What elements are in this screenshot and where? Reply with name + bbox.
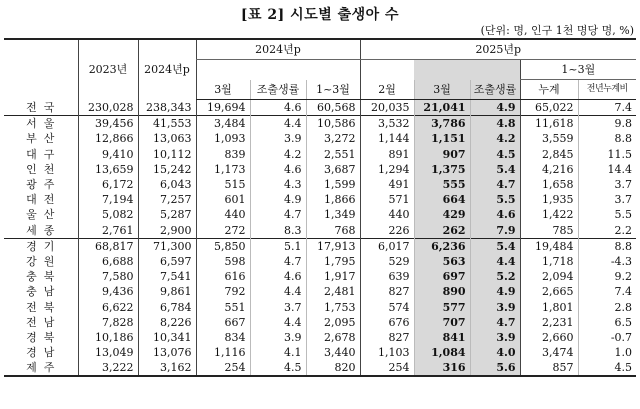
table-title: [표 2] 시도별 출생아 수	[240, 7, 400, 23]
group-header-2024: 2024년p	[196, 39, 360, 60]
value-cell-y2023: 13,049	[78, 345, 138, 360]
value-cell-q24: 3,272	[306, 131, 360, 146]
value-cell-y2024: 5,287	[138, 207, 196, 222]
value-cell-yoy: 14.4	[578, 162, 636, 177]
table-row	[4, 254, 636, 269]
value-cell-cbr24: 4.2	[250, 147, 306, 162]
value-cell-yoy: 9.8	[578, 116, 636, 132]
table-row	[4, 177, 636, 192]
value-cell-y2024: 6,043	[138, 177, 196, 192]
value-cell-cum25: 1,718	[520, 254, 578, 269]
value-cell-m2_25: 827	[360, 330, 414, 345]
value-cell-cbr24: 5.1	[250, 238, 306, 254]
value-cell-y2024: 7,541	[138, 269, 196, 284]
births-by-region-table	[4, 38, 636, 377]
value-cell-cbr24: 3.9	[250, 131, 306, 146]
col-cbr-2024: 조출생률	[250, 80, 306, 100]
value-cell-cum25: 2,231	[520, 315, 578, 330]
region-cell: 경기	[4, 238, 78, 254]
region-cell: 충남	[26, 285, 62, 299]
value-cell-y2024: 71,300	[138, 238, 196, 254]
value-cell-m2_25: 20,035	[360, 100, 414, 116]
value-cell-q24: 10,586	[306, 116, 360, 132]
value-cell-m3_24: 616	[196, 269, 250, 284]
col-mar-2024: 3월	[196, 80, 250, 100]
value-cell-y2023: 68,817	[78, 238, 138, 254]
value-cell-cbr24: 4.9	[250, 192, 306, 207]
value-cell-m3_25: 1,151	[414, 131, 470, 146]
value-cell-cbr25: 3.9	[470, 330, 520, 345]
table-row	[4, 131, 636, 146]
region-header	[4, 39, 78, 100]
table-row	[4, 284, 636, 299]
value-cell-m2_25: 891	[360, 147, 414, 162]
value-cell-cbr24: 4.1	[250, 345, 306, 360]
value-cell-yoy: 6.5	[578, 315, 636, 330]
region-cell: 전국	[26, 100, 62, 114]
value-cell-m3_25: 907	[414, 147, 470, 162]
value-cell-m3_24: 551	[196, 299, 250, 314]
value-cell-y2024: 13,063	[138, 131, 196, 146]
value-cell-m3_24: 19,694	[196, 100, 250, 116]
value-cell-yoy: 1.0	[578, 345, 636, 360]
value-cell-cbr25: 5.5	[470, 192, 520, 207]
value-cell-m3_25: 429	[414, 207, 470, 222]
region-cell: 울산	[26, 208, 62, 222]
value-cell-m3_24: 834	[196, 330, 250, 345]
table-row	[4, 223, 636, 239]
table-row	[4, 100, 636, 116]
region-cell: 경남	[26, 346, 62, 360]
value-cell-m2_25: 491	[360, 177, 414, 192]
region-cell: 전북	[26, 300, 62, 314]
value-cell-m3_24: 5,850	[196, 238, 250, 254]
value-cell-cbr24: 4.7	[250, 254, 306, 269]
value-cell-cum25: 3,474	[520, 345, 578, 360]
header-2023: 2023년	[78, 39, 138, 100]
value-cell-q24: 3,687	[306, 162, 360, 177]
value-cell-y2023: 39,456	[78, 116, 138, 132]
value-cell-cbr24: 4.5	[250, 360, 306, 376]
value-cell-cbr25: 4.0	[470, 345, 520, 360]
value-cell-cbr25: 4.2	[470, 131, 520, 146]
value-cell-yoy: 8.8	[578, 238, 636, 254]
value-cell-q24: 3,440	[306, 345, 360, 360]
value-cell-m2_25: 574	[360, 299, 414, 314]
col-cum-2025: 누계	[520, 80, 578, 100]
value-cell-m3_24: 1,116	[196, 345, 250, 360]
value-cell-cbr25: 4.6	[470, 207, 520, 222]
group-header-2025: 2025년p	[360, 39, 636, 60]
value-cell-m2_25: 1,294	[360, 162, 414, 177]
region-cell: 경북	[26, 330, 62, 344]
value-cell-yoy: 11.5	[578, 147, 636, 162]
value-cell-m3_25: 262	[414, 223, 470, 239]
unit-note: (단위: 명, 인구 1천 명당 명, %)	[480, 24, 634, 37]
value-cell-cbr25: 4.4	[470, 254, 520, 269]
value-cell-cbr25: 5.4	[470, 162, 520, 177]
value-cell-m3_25: 6,236	[414, 238, 470, 254]
value-cell-y2023: 7,580	[78, 269, 138, 284]
value-cell-cbr25: 4.9	[470, 284, 520, 299]
table-row	[4, 330, 636, 345]
value-cell-q24: 1,753	[306, 299, 360, 314]
value-cell-cbr24: 3.9	[250, 330, 306, 345]
value-cell-cum25: 1,422	[520, 207, 578, 222]
value-cell-m3_24: 792	[196, 284, 250, 299]
value-cell-cbr25: 5.4	[470, 238, 520, 254]
value-cell-cbr24: 4.4	[250, 116, 306, 132]
value-cell-m2_25: 529	[360, 254, 414, 269]
value-cell-m2_25: 1,144	[360, 131, 414, 146]
value-cell-m3_25: 1,084	[414, 345, 470, 360]
value-cell-cbr24: 4.7	[250, 207, 306, 222]
value-cell-m2_25: 254	[360, 360, 414, 376]
value-cell-m3_25: 890	[414, 284, 470, 299]
value-cell-y2023: 7,828	[78, 315, 138, 330]
value-cell-yoy: 7.4	[578, 284, 636, 299]
value-cell-y2023: 10,186	[78, 330, 138, 345]
value-cell-cum25: 1,658	[520, 177, 578, 192]
value-cell-y2023: 6,172	[78, 177, 138, 192]
value-cell-q24: 2,481	[306, 284, 360, 299]
region-cell: 인천	[26, 162, 62, 176]
value-cell-yoy: 9.2	[578, 269, 636, 284]
value-cell-y2023: 13,659	[78, 162, 138, 177]
value-cell-q24: 2,678	[306, 330, 360, 345]
value-cell-y2024: 6,784	[138, 299, 196, 314]
value-cell-m3_25: 3,786	[414, 116, 470, 132]
value-cell-m3_24: 254	[196, 360, 250, 376]
value-cell-y2023: 6,688	[78, 254, 138, 269]
value-cell-y2024: 3,162	[138, 360, 196, 376]
value-cell-m3_25: 841	[414, 330, 470, 345]
value-cell-yoy: 5.5	[578, 207, 636, 222]
value-cell-m3_25: 316	[414, 360, 470, 376]
value-cell-m3_25: 555	[414, 177, 470, 192]
table-row	[4, 147, 636, 162]
value-cell-m3_25: 707	[414, 315, 470, 330]
value-cell-m2_25: 571	[360, 192, 414, 207]
value-cell-q24: 60,568	[306, 100, 360, 116]
value-cell-q24: 17,913	[306, 238, 360, 254]
value-cell-y2023: 5,082	[78, 207, 138, 222]
value-cell-cbr25: 5.2	[470, 269, 520, 284]
col-feb-2025: 2월	[360, 80, 414, 100]
region-cell: 세종	[26, 223, 62, 237]
value-cell-cbr25: 7.9	[470, 223, 520, 239]
value-cell-y2024: 9,861	[138, 284, 196, 299]
value-cell-m2_25: 440	[360, 207, 414, 222]
col-mar-2025: 3월	[414, 80, 470, 100]
value-cell-y2023: 9,410	[78, 147, 138, 162]
value-cell-y2024: 41,553	[138, 116, 196, 132]
value-cell-m3_24: 3,484	[196, 116, 250, 132]
table-row	[4, 238, 636, 254]
value-cell-y2024: 2,900	[138, 223, 196, 239]
value-cell-cbr25: 4.9	[470, 100, 520, 116]
value-cell-y2023: 7,194	[78, 192, 138, 207]
value-cell-y2024: 10,341	[138, 330, 196, 345]
table-row	[4, 269, 636, 284]
table-row	[4, 116, 636, 132]
value-cell-m3_25: 697	[414, 269, 470, 284]
value-cell-y2023: 230,028	[78, 100, 138, 116]
value-cell-q24: 1,349	[306, 207, 360, 222]
value-cell-cum25: 2,665	[520, 284, 578, 299]
value-cell-yoy: 3.7	[578, 177, 636, 192]
value-cell-m3_24: 598	[196, 254, 250, 269]
col-yoy-2025: 전년누계비	[578, 80, 636, 100]
value-cell-m3_24: 1,093	[196, 131, 250, 146]
region-cell: 충북	[26, 270, 62, 284]
group-header-2025-q1: 1~3월	[520, 60, 636, 80]
value-cell-m2_25: 1,103	[360, 345, 414, 360]
value-cell-y2024: 7,257	[138, 192, 196, 207]
value-cell-m3_25: 577	[414, 299, 470, 314]
value-cell-q24: 820	[306, 360, 360, 376]
value-cell-m3_24: 515	[196, 177, 250, 192]
value-cell-q24: 1,917	[306, 269, 360, 284]
value-cell-cbr24: 4.6	[250, 269, 306, 284]
value-cell-cum25: 857	[520, 360, 578, 376]
value-cell-m3_24: 1,173	[196, 162, 250, 177]
value-cell-cum25: 2,094	[520, 269, 578, 284]
value-cell-m2_25: 6,017	[360, 238, 414, 254]
value-cell-cum25: 1,935	[520, 192, 578, 207]
value-cell-q24: 2,095	[306, 315, 360, 330]
value-cell-yoy: -4.3	[578, 254, 636, 269]
value-cell-cbr25: 5.6	[470, 360, 520, 376]
value-cell-m3_25: 21,041	[414, 100, 470, 116]
value-cell-m3_25: 563	[414, 254, 470, 269]
table-row	[4, 315, 636, 330]
value-cell-m2_25: 676	[360, 315, 414, 330]
value-cell-yoy: 7.4	[578, 100, 636, 116]
value-cell-cbr24: 8.3	[250, 223, 306, 239]
value-cell-y2023: 12,866	[78, 131, 138, 146]
table-row	[4, 207, 636, 222]
value-cell-m2_25: 827	[360, 284, 414, 299]
value-cell-yoy: 3.7	[578, 192, 636, 207]
value-cell-cbr24: 4.6	[250, 100, 306, 116]
value-cell-cbr25: 4.5	[470, 147, 520, 162]
value-cell-y2024: 13,076	[138, 345, 196, 360]
value-cell-cum25: 4,216	[520, 162, 578, 177]
value-cell-cbr24: 4.4	[250, 315, 306, 330]
value-cell-m3_24: 272	[196, 223, 250, 239]
value-cell-cbr25: 3.9	[470, 299, 520, 314]
value-cell-cum25: 19,484	[520, 238, 578, 254]
region-cell: 대구	[26, 147, 62, 161]
value-cell-yoy: 4.5	[578, 360, 636, 376]
value-cell-cbr24: 4.3	[250, 177, 306, 192]
region-cell: 대전	[26, 193, 62, 207]
value-cell-m3_24: 601	[196, 192, 250, 207]
value-cell-cum25: 1,801	[520, 299, 578, 314]
value-cell-q24: 2,551	[306, 147, 360, 162]
table-row	[4, 299, 636, 314]
value-cell-yoy: 2.2	[578, 223, 636, 239]
table-row	[4, 192, 636, 207]
value-cell-yoy: -0.7	[578, 330, 636, 345]
value-cell-m3_24: 440	[196, 207, 250, 222]
region-cell: 제주	[4, 360, 78, 376]
table-row	[4, 360, 636, 376]
value-cell-m2_25: 639	[360, 269, 414, 284]
table-row	[4, 345, 636, 360]
value-cell-q24: 768	[306, 223, 360, 239]
value-cell-cum25: 65,022	[520, 100, 578, 116]
value-cell-cum25: 2,845	[520, 147, 578, 162]
region-cell: 전남	[26, 315, 62, 329]
value-cell-m2_25: 3,532	[360, 116, 414, 132]
value-cell-m3_24: 667	[196, 315, 250, 330]
value-cell-cbr25: 4.7	[470, 315, 520, 330]
value-cell-cbr24: 3.7	[250, 299, 306, 314]
value-cell-cbr25: 4.7	[470, 177, 520, 192]
value-cell-y2024: 15,242	[138, 162, 196, 177]
value-cell-yoy: 8.8	[578, 131, 636, 146]
value-cell-m3_24: 839	[196, 147, 250, 162]
value-cell-m2_25: 226	[360, 223, 414, 239]
value-cell-cum25: 785	[520, 223, 578, 239]
value-cell-y2024: 10,112	[138, 147, 196, 162]
value-cell-cbr24: 4.4	[250, 284, 306, 299]
region-cell: 서울	[4, 116, 78, 132]
value-cell-m3_25: 664	[414, 192, 470, 207]
value-cell-cum25: 11,618	[520, 116, 578, 132]
value-cell-cbr24: 4.6	[250, 162, 306, 177]
value-cell-cum25: 3,559	[520, 131, 578, 146]
col-cbr-2025: 조출생률	[470, 80, 520, 100]
value-cell-y2023: 2,761	[78, 223, 138, 239]
value-cell-q24: 1,866	[306, 192, 360, 207]
value-cell-y2023: 9,436	[78, 284, 138, 299]
value-cell-cum25: 2,660	[520, 330, 578, 345]
value-cell-y2024: 8,226	[138, 315, 196, 330]
value-cell-m3_25: 1,375	[414, 162, 470, 177]
region-cell: 광주	[26, 178, 62, 192]
region-cell: 강원	[26, 254, 62, 268]
value-cell-y2024: 238,343	[138, 100, 196, 116]
value-cell-q24: 1,599	[306, 177, 360, 192]
region-cell: 부산	[26, 132, 62, 146]
value-cell-y2023: 6,622	[78, 299, 138, 314]
value-cell-y2024: 6,597	[138, 254, 196, 269]
header-2024: 2024년p	[138, 39, 196, 100]
value-cell-q24: 1,795	[306, 254, 360, 269]
value-cell-y2023: 3,222	[78, 360, 138, 376]
value-cell-cbr25: 4.8	[470, 116, 520, 132]
value-cell-yoy: 2.8	[578, 299, 636, 314]
col-q1-2024: 1~3월	[306, 80, 360, 100]
table-row	[4, 162, 636, 177]
